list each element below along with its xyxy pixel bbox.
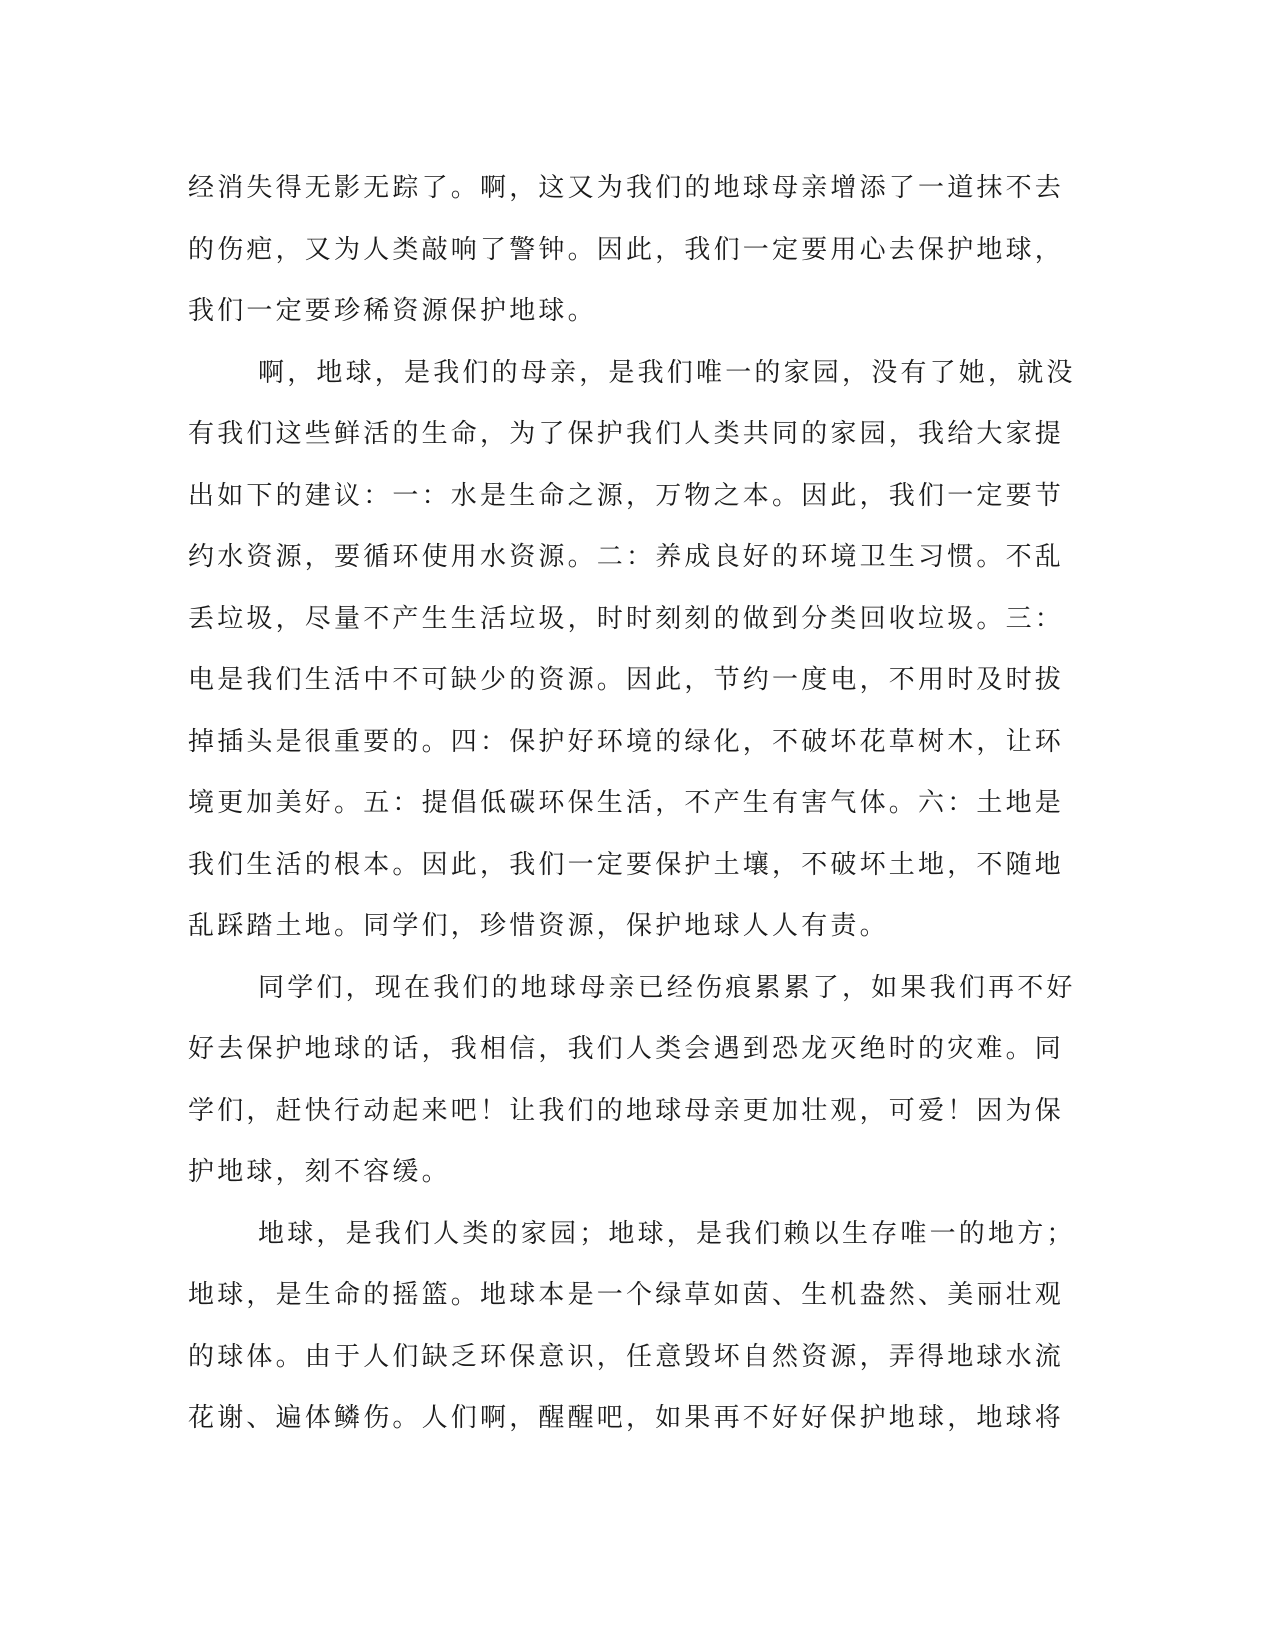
text-line: 好去保护地球的话，我相信，我们人类会遇到恐龙灭绝时的灾难。同	[188, 1034, 1065, 1064]
text-line: 丢垃圾，尽量不产生生活垃圾，时时刻刻的做到分类回收垃圾。三：	[188, 603, 1065, 634]
text-line: 的伤疤，又为人类敲响了警钟。因此，我们一定要用心去保护地球，	[188, 234, 1065, 265]
document-body	[188, 158, 1078, 1450]
text-line: 地球，是我们人类的家园；地球，是我们赖以生存唯一的地方；	[258, 1218, 1076, 1249]
text-line: 我们生活的根本。因此，我们一定要保护土壤，不破坏土地，不随地	[188, 849, 1065, 880]
text-line: 出如下的建议：一：水是生命之源，万物之本。因此，我们一定要节	[188, 480, 1065, 511]
text-line: 地球，是生命的摇篮。地球本是一个绿草如茵、生机盎然、美丽壮观	[188, 1280, 1065, 1310]
text-line: 的球体。由于人们缺乏环保意识，任意毁坏自然资源，弄得地球水流	[188, 1341, 1065, 1372]
text-line: 经消失得无影无踪了。啊，这又为我们的地球母亲增添了一道抹不去	[188, 173, 1065, 203]
text-line: 境更加美好。五：提倡低碳环保生活，不产生有害气体。六：土地是	[188, 788, 1065, 818]
text-line: 学们，赶快行动起来吧！让我们的地球母亲更加壮观，可爱！因为保	[188, 1095, 1065, 1126]
text-line: 啊，地球，是我们的母亲，是我们唯一的家园，没有了她，就没	[258, 357, 1076, 388]
text-line: 约水资源，要循环使用水资源。二：养成良好的环境卫生习惯。不乱	[188, 542, 1065, 572]
text-line: 电是我们生活中不可缺少的资源。因此，节约一度电，不用时及时拔	[188, 665, 1065, 695]
text-line: 同学们，现在我们的地球母亲已经伤痕累累了，如果我们再不好	[258, 972, 1076, 1003]
text-line: 我们一定要珍稀资源保护地球。	[188, 296, 597, 326]
text-line: 有我们这些鲜活的生命，为了保护我们人类共同的家园，我给大家提	[188, 419, 1065, 449]
text-line: 乱踩踏土地。同学们，珍惜资源，保护地球人人有责。	[188, 911, 889, 941]
text-line: 护地球，刻不容缓。	[188, 1157, 451, 1187]
text-line: 花谢、遍体鳞伤。人们啊，醒醒吧，如果再不好好保护地球，地球将	[188, 1403, 1065, 1433]
text-line: 掉插头是很重要的。四：保护好环境的绿化，不破坏花草树木，让环	[188, 726, 1065, 757]
